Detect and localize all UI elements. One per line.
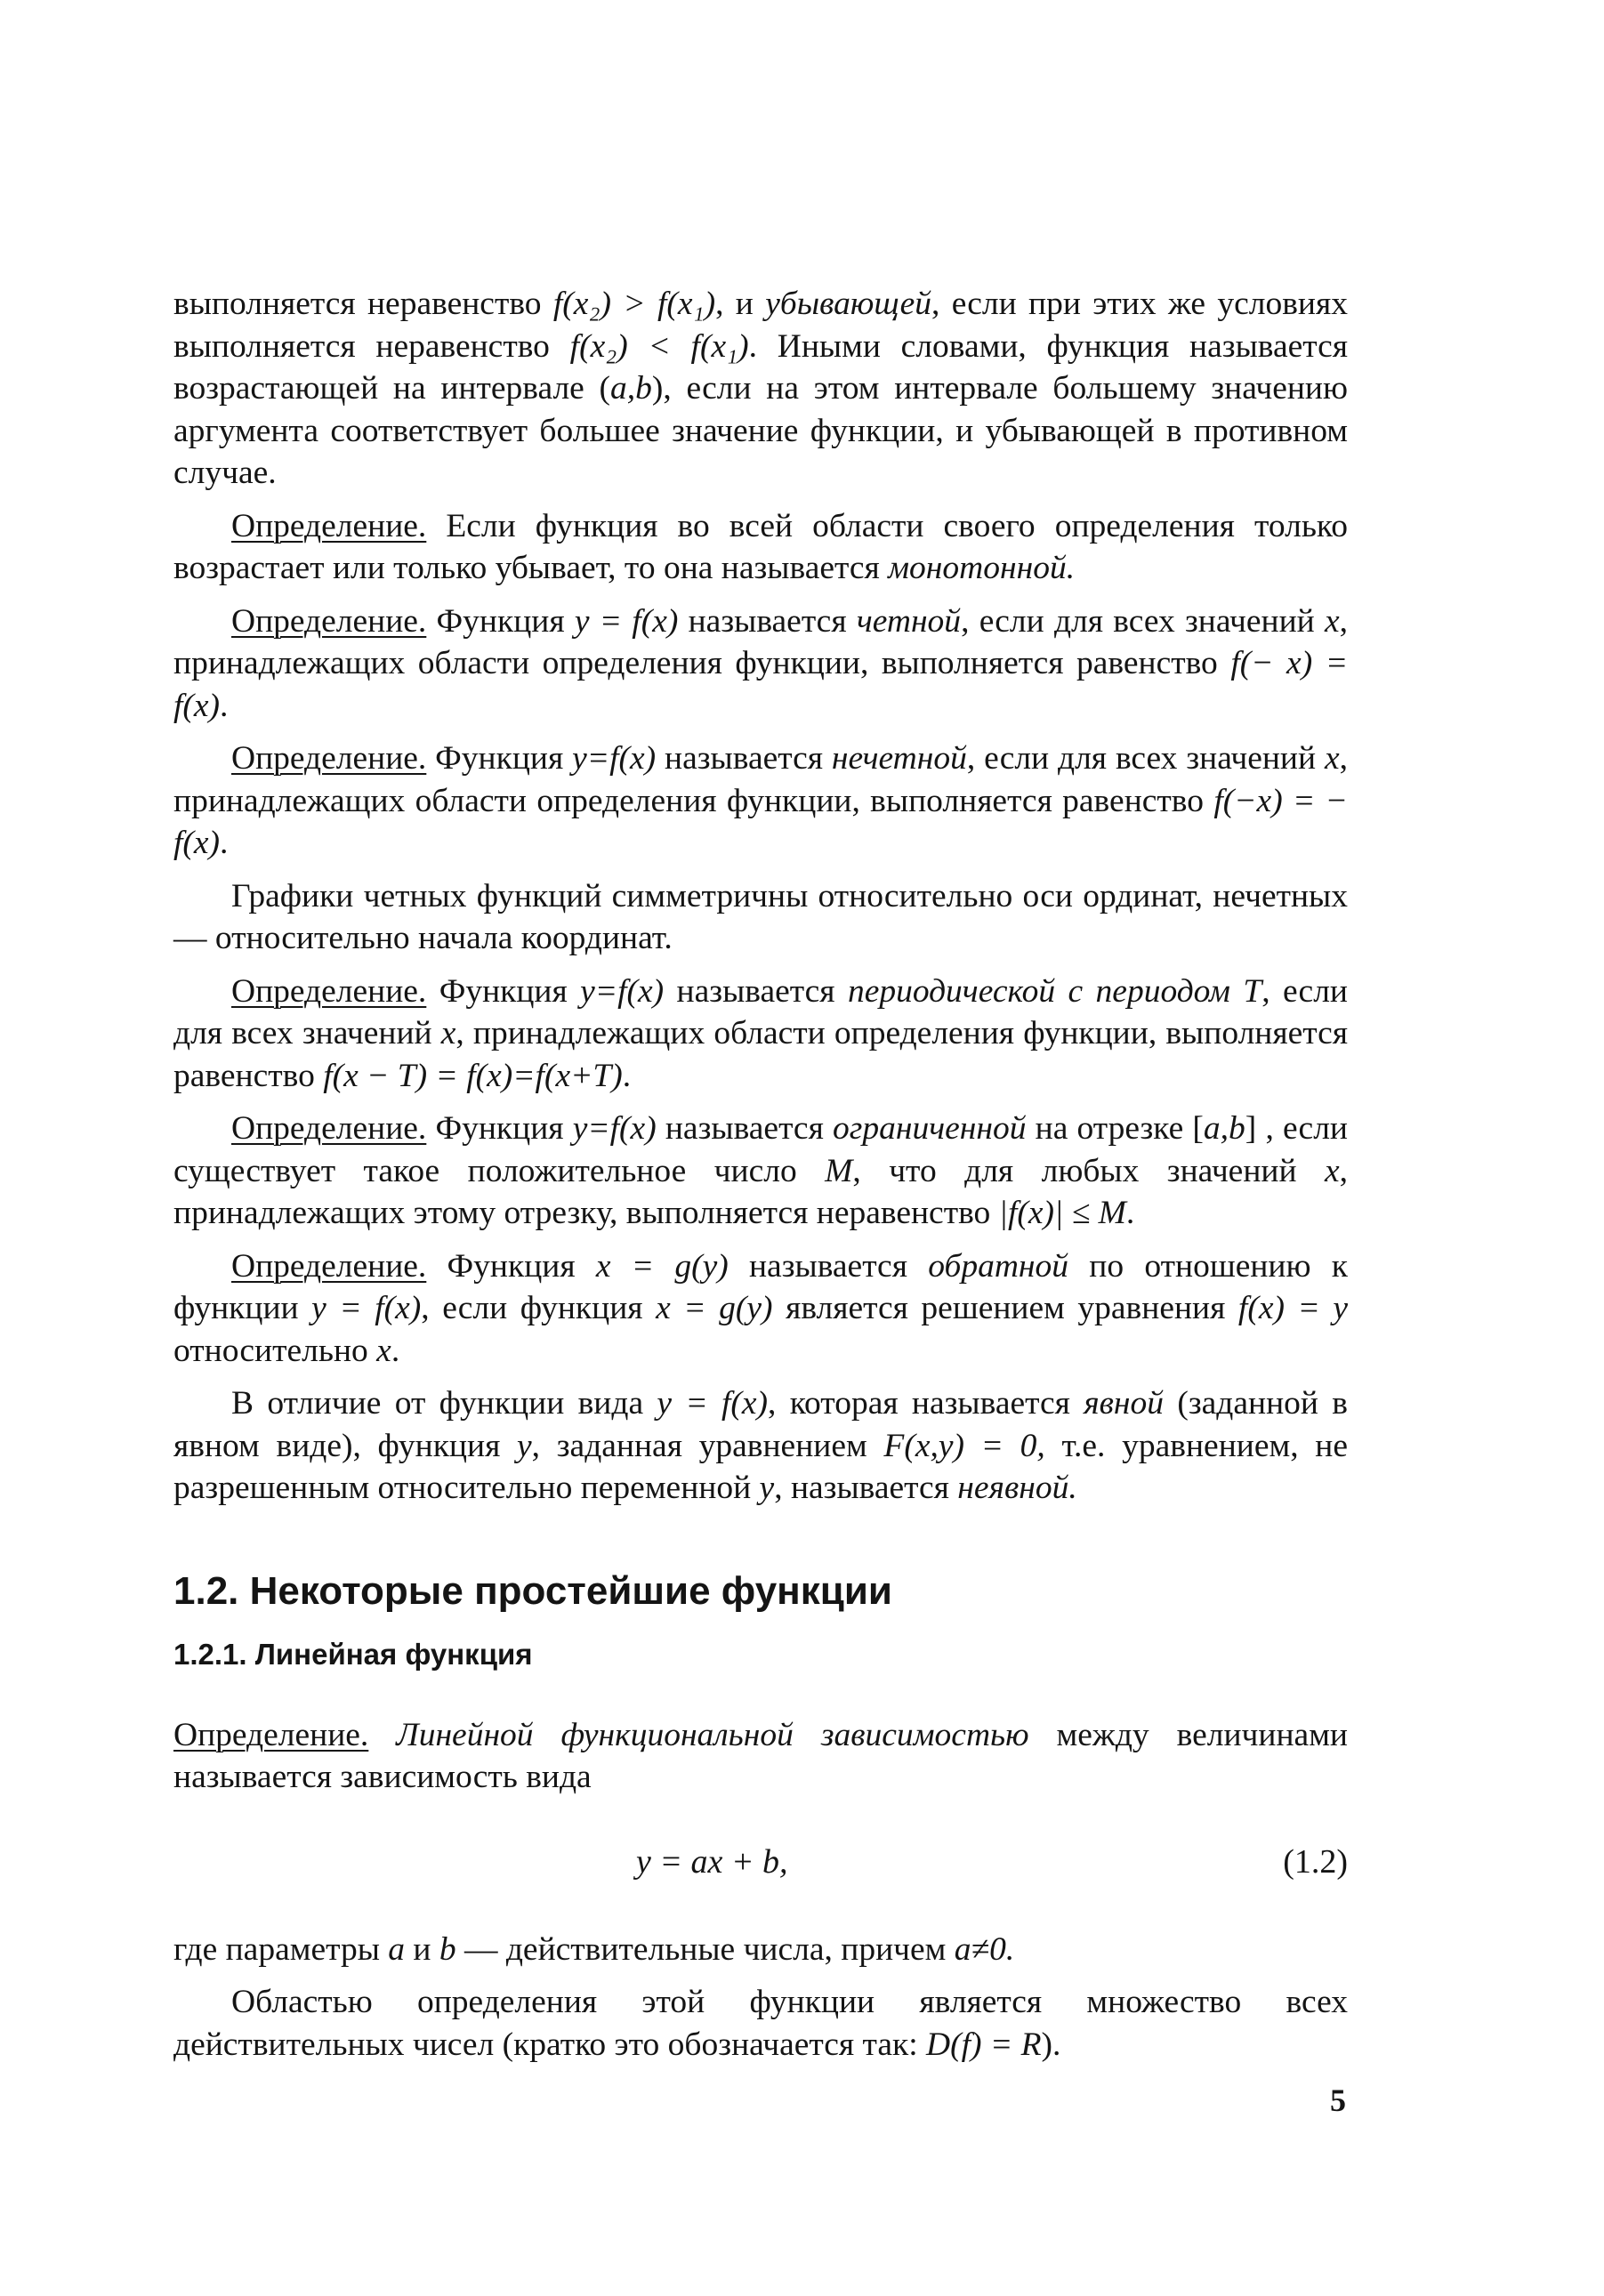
definition-label: Определение. [173,1716,369,1753]
formula-expression: y = ax + b, [636,1842,788,1881]
paragraph-monotonic-intro: выполняется неравенство f(x₂) > f(x₁), и убывающей, если при этих же условиях выполняется неравенство f(x₂) < f(x₁). Иными словами, функция называется возрастающей на интервале (a,b), если на этом интервале большему значению аргумента соответствует большее значение функции, и убывающей в противном случае. [173,286,1348,491]
definition-label: Определение. [231,1247,427,1285]
page-body [173,283,1348,2066]
definition-periodic: Определение. Функция y=f(x) называется периодической с периодом T, если для всех значений x, принадлежащих области определения функции, выполняется равенство f(x − T) = f(x)=f(x+T). [173,972,1348,1094]
definition-bounded: Определение. Функция y=f(x) называется ограниченной на отрезке [a,b] , если существует такое положительное число M, что для любых значений x, принадлежащих этому отрезку, выполняется неравенство |f(x)| ≤ M. [173,1110,1348,1231]
definition-label: Определение. [231,602,427,640]
paragraph-symmetry: Графики четных функций симметричны относительно оси ординат, нечетных — относительно начала координат. [173,877,1348,956]
definition-monotonic: Определение. Если функция во всей области своего определения только возрастает или только убывает, то она называется монотонной. [173,507,1348,586]
definition-label: Определение. [231,507,427,544]
definition-inverse: Определение. Функция x = g(y) называется обратной по отношению к функции y = f(x), если функция x = g(y) является решением уравнения f(x) = y относительно x. [173,1247,1348,1369]
paragraph-domain: Областью определения этой функции является множество всех действительных чисел (кратко это обозначается так: D(f) = R). [173,1984,1348,2063]
definition-odd: Определение. Функция y=f(x) называется нечетной, если для всех значений x, принадлежащих области определения функции, выполняется равенство f(−x) = − f(x). [173,740,1348,861]
definition-label: Определение. [231,740,427,777]
definition-label: Определение. [231,1110,427,1147]
subsection-title: 1.2.1. Линейная функция [173,1637,533,1671]
page-number: 5 [1330,2083,1346,2118]
formula-number: (1.2) [1283,1842,1348,1881]
definition-label: Определение. [231,972,427,1010]
definition-linear: Определение. Линейной функциональной зависимостью между величинами называется зависимость вида [173,1716,1349,1795]
paragraph-parameters: где параметры a и b — действительные числа, причем a≠0. [173,1930,1015,1968]
section-title: 1.2. Некоторые простейшие функции [173,1568,892,1613]
definition-even: Определение. Функция y = f(x) называется четной, если для всех значений x, принадлежащих области определения функции, выполняется равенство f(− x) = f(x). [173,602,1348,724]
paragraph-implicit: В отличие от функции вида y = f(x), которая называется явной (заданной в явном виде), функция y, заданная уравнением F(x,y) = 0, т.е. уравнением, не разрешенным относительно переменной y, называется неявной. [173,1385,1348,1506]
formula-linear [173,1831,1348,1893]
